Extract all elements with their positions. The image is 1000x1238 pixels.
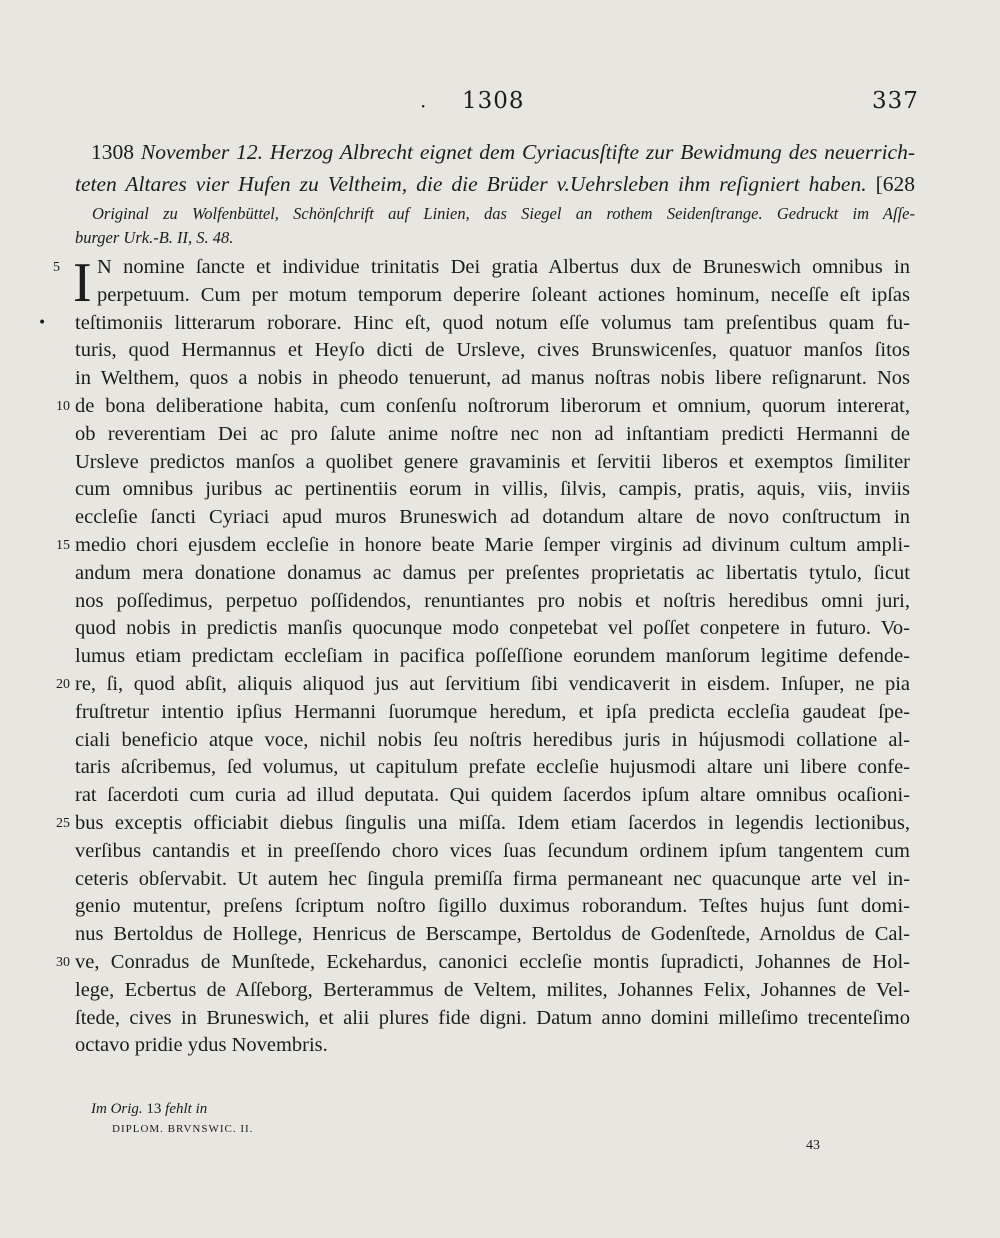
- line-number: 20: [56, 677, 70, 692]
- charter-text: [75, 254, 910, 1060]
- text-line: teſtimoniis litterarum roborare. Hinc eſt, quod notum eſſe volumus tam preſentibus quam fu-: [75, 311, 910, 334]
- regest-line-1: [75, 136, 915, 168]
- source-line-1: Original zu Wolfenbüttel, Schönſchrift auf Linien, das Siegel an rothem Seidenſtrange. Gedruckt im Aſſe-: [92, 204, 915, 223]
- text-line: nos poſſedimus, perpetuo poſſidendos, renuntiantes pro nobis et noſtris heredibus omni juri,: [75, 589, 910, 612]
- line-number: 5: [53, 260, 60, 275]
- text-line: taris aſcribemus, ſed volumus, ut capitulum prefate eccleſie hujusmodi altare uni libere confe-: [75, 756, 910, 779]
- header-dot: ·: [420, 94, 427, 118]
- text-line: verſibus cantandis et in preeſſendo choro vices ſuas ſecundum ordinem ipſum tangentem cum: [75, 839, 910, 862]
- line-number: 15: [56, 538, 70, 553]
- footnote-ref: 13: [146, 1101, 162, 1117]
- text-line: bus exceptis officiabit diebus ſingulis una miſſa. Idem etiam ſacerdos in legendis lectionibus,: [75, 811, 910, 834]
- regest-text-1: November 12. Herzog Albrecht eignet dem Cyriacusſtifte zur Bewidmung des neuerrich-: [134, 140, 915, 164]
- text-line: cum omnibus juribus ac pertinentiis eorum in villis, ſilvis, campis, pratis, aquis, viis, inviis: [75, 478, 910, 501]
- text-line: fruſtretur intentio ipſius Hermanni ſuorumque heredum, et ipſa predicta eccleſia gaudeat ſpe-: [75, 700, 910, 723]
- footnote-series: DIPLOM. BRVNSWIC. II.: [112, 1123, 254, 1135]
- source-note: [75, 202, 915, 250]
- footnote-prefix: Im Orig.: [91, 1101, 143, 1117]
- line-number: 10: [56, 399, 70, 414]
- regest-year: 1308: [91, 140, 134, 164]
- text-line: rat ſacerdoti cum curia ad illud deputata. Qui quidem ſacerdos ipſum altare omnibus ocaſioni-: [75, 784, 910, 807]
- regest-text-2: teten Altares vier Hufen zu Veltheim, die die Brüder v.Uehrsleben ihm reſigniert haben.: [75, 172, 867, 196]
- text-line: lege, Ecbertus de Aſſeborg, Berterammus de Veltem, milites, Johannes Felix, Johannes de Vel-: [75, 978, 910, 1001]
- regest-line-2: [75, 168, 915, 200]
- sheet-signature: 43: [806, 1138, 820, 1153]
- initial-letter: I: [73, 252, 92, 314]
- text-line: Ursleve predictos manſos a quolibet genere gravaminis et ſervitii liberos et exemptos ſimiliter: [75, 450, 910, 473]
- regest-summary: [75, 136, 915, 200]
- text-line: eccleſie ſancti Cyriaci apud muros Bruneswich ad dotandum altare de novo conſtructum in: [75, 506, 910, 529]
- text-line: ſtede, cives in Bruneswich, et alii plures fide digni. Datum anno domini milleſimo trecenteſimo: [75, 1006, 910, 1029]
- source-line-2: burger Urk.-B. II, S. 48.: [75, 228, 234, 247]
- header-year: 1308: [462, 88, 525, 114]
- text-line: re, ſi, quod abſit, aliquis aliquod jus aut ſervitium ſibi vendicaverit in eisdem. Inſuper, ne pia: [75, 672, 910, 695]
- text-line: ciali beneficio atque voce, nichil nobis ſeu noſtris heredibus juris in hújusmodi collatione al-: [75, 728, 910, 751]
- text-line: nus Bertoldus de Hollege, Henricus de Berscampe, Bertoldus de Godenſtede, Arnoldus de Cal-: [75, 923, 910, 946]
- text-line: de bona deliberatione habita, cum conſenſu noſtrorum liberorum et omnium, quorum intererat,: [75, 394, 910, 417]
- margin-mark: •: [38, 315, 47, 331]
- text-line: lumus etiam predictam eccleſiam in pacifica poſſeſſione eorundem manſorum legitime defende-: [75, 645, 910, 668]
- footnote: [91, 1100, 253, 1140]
- running-header: [0, 86, 1000, 126]
- text-line: quod nobis in predictis manſis quocunque modo conpetebat vel poſſet conpetere in futuro. Vo-: [75, 617, 910, 640]
- text-line: ob reverentiam Dei ac pro ſalute anime noſtre nec non ad inſtantiam predicti Hermanni de: [75, 422, 910, 445]
- text-line: turis, quod Hermannus et Heyſo dicti de Ursleve, cives Brunswicenſes, quatuor manſos ſitos: [75, 339, 910, 362]
- text-line: ve, Conradus de Munſtede, Eckehardus, canonici eccleſie montis ſupradicti, Johannes de Hol-: [75, 950, 910, 973]
- text-line: octavo pridie ydus Novembris.: [75, 1034, 328, 1057]
- text-line: medio chori ejusdem eccleſie in honore beate Marie ſemper virginis ad divinum cultum ampli-: [75, 533, 910, 556]
- document-number: [628: [875, 172, 916, 196]
- line-number: 30: [56, 955, 70, 970]
- text-line: perpetuum. Cum per motum temporum deperire ſoleant actiones hominum, neceſſe eſt ipſas: [97, 283, 910, 306]
- text-line: N nomine ſancte et individue trinitatis Dei gratia Albertus dux de Bruneswich omnibus in: [97, 256, 910, 278]
- text-line: andum mera donatione donamus ac damus per preſentes proprietatis ac libertatis tytulo, ſicut: [75, 561, 910, 584]
- footnote-line: [91, 1100, 253, 1118]
- line-number: 25: [56, 816, 70, 831]
- text-line: ceteris obſervabit. Ut autem hec ſingula premiſſa firma permaneant nec quacunque arte vel in-: [75, 867, 910, 890]
- page-number: 337: [872, 88, 919, 114]
- text-line: in Welthem, quos a nobis in pheodo tenuerunt, ad manus noſtras nobis libere reſignarunt. Nos: [75, 367, 910, 390]
- footnote-suffix: fehlt in: [165, 1101, 208, 1117]
- text-line: genio mutentur, preſens ſcriptum noſtro ſigillo duximus roborandum. Teſtes hujus ſunt domi-: [75, 895, 910, 918]
